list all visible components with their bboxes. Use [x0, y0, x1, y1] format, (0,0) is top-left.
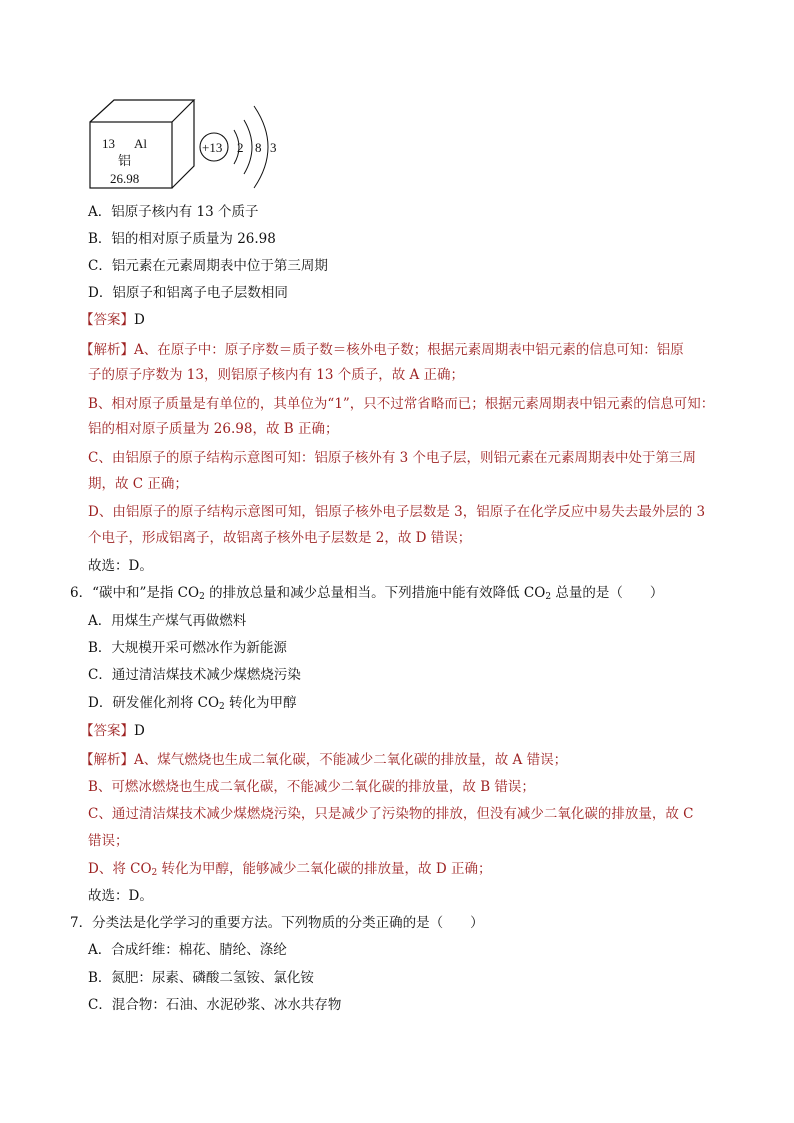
- q7-stem: 7．分类法是化学学习的重要方法。下列物质的分类正确的是（ ）: [70, 915, 484, 931]
- q5-option-c: C．铝元素在元素周期表中位于第三周期: [88, 258, 328, 274]
- q6-analysis-line: 错误；: [88, 833, 129, 849]
- q5-analysis-line: 期，故 C 正确；: [88, 476, 188, 492]
- nucleus-charge: +13: [202, 140, 223, 155]
- q5-analysis-line: B、相对原子质量是有单位的，其单位为“1”，只不过常省略而已；根据元素周期表中铝元素的信息可知：: [88, 396, 715, 412]
- shell-3-electrons: 3: [270, 140, 277, 155]
- q5-analysis-line: 个电子，形成铝离子，故铝离子核外电子层数是 2，故 D 错误；: [88, 530, 472, 546]
- shell-2-electrons: 8: [255, 140, 262, 155]
- analysis-tag: 【解析】: [80, 342, 134, 358]
- q5-analysis-line: 子的原子序数为 13，则铝原子核内有 13 个质子，故 A 正确；: [88, 367, 465, 383]
- atomic-structure-diagram: [200, 106, 277, 188]
- q6-answer: [80, 721, 145, 741]
- q6-conclusion: 故选：D。: [88, 888, 153, 904]
- q5-option-b: B．铝的相对原子质量为 26.98: [88, 231, 276, 247]
- shell-arc-2: [244, 120, 252, 174]
- q5-option-a: A．铝原子核内有 13 个质子: [88, 204, 259, 220]
- q5-analysis-line: C、由铝原子的原子结构示意图可知：铝原子核外有 3 个电子层，则铝元素在元素周期表中处于第三周: [88, 450, 696, 466]
- aluminum-figure: [88, 92, 288, 192]
- answer-value: D: [134, 723, 145, 739]
- q6-analysis-line: 【解析】A、煤气燃烧也生成二氧化碳，不能减少二氧化碳的排放量，故 A 错误；: [80, 752, 568, 768]
- q5-answer: [80, 310, 145, 330]
- q6-option-b: B．大规模开采可燃冰作为新能源: [88, 640, 287, 656]
- q6-option-c: C．通过清洁煤技术减少煤燃烧污染: [88, 667, 301, 683]
- answer-value: D: [134, 312, 145, 328]
- q5-conclusion: 故选：D。: [88, 558, 153, 574]
- q6-analysis-line: D、将 $CO_2$ 转化为甲醇，能够减少二氧化碳的排放量，故 D 正确；: [88, 861, 492, 878]
- q6-option-a: A．用煤生产煤气再做燃料: [88, 613, 247, 629]
- q7-option-b: B．氮肥：尿素、磷酸二氢铵、氯化铵: [88, 970, 314, 986]
- q6-analysis-line: B、可燃冰燃烧也生成二氧化碳，不能减少二氧化碳的排放量，故 B 错误；: [88, 779, 535, 795]
- q5-option-d: D．铝原子和铝离子电子层数相同: [88, 285, 288, 301]
- q7-option-c: C．混合物：石油、水泥砂浆、冰水共存物: [88, 997, 342, 1013]
- atomic-number: 13: [102, 136, 115, 151]
- answer-tag: 【答案】: [80, 312, 134, 328]
- q5-analysis-line: D、由铝原子的原子结构示意图可知，铝原子核外电子层数是 3，铝原子在化学反应中易失去最外层的 3: [88, 504, 706, 520]
- q6-stem: 6．“碳中和”是指 $CO_2$ 的排放总量和减少总量相当。下列措施中能有效降低 $CO_2$ 总量的是（ ）: [70, 585, 664, 602]
- q7-option-a: A．合成纤维：棉花、腈纶、涤纶: [88, 942, 287, 958]
- q5-analysis-line: 【解析】A、在原子中：原子序数＝质子数＝核外电子数；根据元素周期表中铝元素的信息可知：铝原: [80, 342, 684, 358]
- element-symbol: Al: [134, 136, 147, 151]
- atomic-mass: 26.98: [110, 171, 140, 186]
- shell-1-electrons: 2: [237, 140, 244, 155]
- q6-option-d: D．研发催化剂将 $CO_2$ 转化为甲醇: [88, 695, 297, 712]
- answer-tag: 【答案】: [80, 723, 134, 739]
- q6-analysis-line: C、通过清洁煤技术减少煤燃烧污染，只是减少了污染物的排放，但没有减少二氧化碳的排放量，故 C: [88, 806, 694, 822]
- element-name: 铝: [118, 153, 132, 168]
- q5-analysis-line: 铝的相对原子质量为 26.98，故 B 正确；: [88, 421, 339, 437]
- analysis-tag: 【解析】: [80, 752, 134, 768]
